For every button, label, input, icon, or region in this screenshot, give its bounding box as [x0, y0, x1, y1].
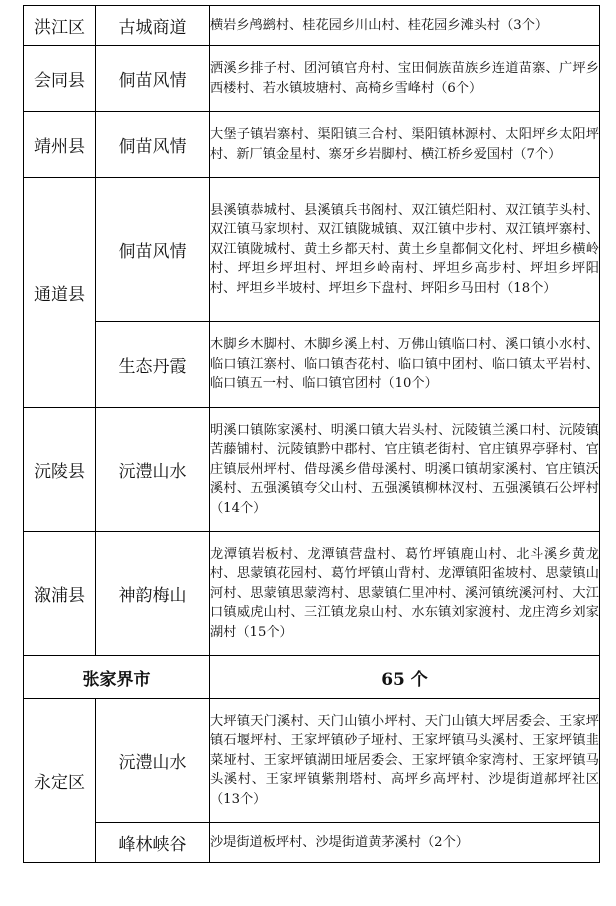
county-cell: 溆浦县 [24, 532, 96, 656]
village-table [23, 5, 600, 863]
theme-cell: 生态丹霞 [96, 322, 210, 408]
theme-cell: 侗苗风情 [96, 178, 210, 322]
table-row [24, 408, 600, 532]
theme-cell: 峰林峡谷 [96, 823, 210, 863]
villages-cell: 龙潭镇岩板村、龙潭镇营盘村、葛竹坪镇鹿山村、北斗溪乡黄龙村、思蒙镇花园村、葛竹坪镇山背村、龙潭镇阳雀坡村、思蒙镇山河村、思蒙镇思蒙湾村、思蒙镇仁里冲村、溪河镇统溪河村、大江口镇威虎山村、三江镇龙泉山村、水东镇刘家渡村、龙庄湾乡刘家湖村（15个） [210, 532, 600, 656]
villages-cell: 沙堤街道板坪村、沙堤街道黄茅溪村（2个） [210, 823, 600, 863]
villages-cell: 大坪镇天门溪村、天门山镇小坪村、天门山镇大坪居委会、王家坪镇石堰坪村、王家坪镇砂子垭村、王家坪镇马头溪村、王家坪镇韭菜垭村、王家坪镇湖田垭居委会、王家坪镇伞家湾村、王家坪镇马头溪村、王家坪镇紫荆塔村、高坪乡高坪村、沙堤街道郝坪社区（13个） [210, 699, 600, 823]
county-cell: 永定区 [24, 699, 96, 863]
table-row [24, 46, 600, 112]
table-row [24, 112, 600, 178]
table-row [24, 532, 600, 656]
table-row [24, 699, 600, 823]
county-cell: 通道县 [24, 178, 96, 408]
villages-cell: 横岩乡鸬鹚村、桂花园乡川山村、桂花园乡滩头村（3个） [210, 6, 600, 46]
county-cell: 会同县 [24, 46, 96, 112]
theme-cell: 侗苗风情 [96, 112, 210, 178]
city-total: 65 个 [210, 656, 600, 699]
table-row [24, 322, 600, 408]
villages-cell: 明溪口镇陈家溪村、明溪口镇大岩头村、沅陵镇兰溪口村、沅陵镇苦藤铺村、沅陵镇黔中郡村、官庄镇老街村、官庄镇界亭驿村、官庄镇辰州坪村、借母溪乡借母溪村、明溪口镇胡家溪村、官庄镇沃溪村、五强溪镇夸父山村、五强溪镇柳林汊村、五强溪镇石公坪村（14个） [210, 408, 600, 532]
theme-cell: 神韵梅山 [96, 532, 210, 656]
villages-cell: 大堡子镇岩寨村、渠阳镇三合村、渠阳镇林源村、太阳坪乡太阳坪村、新厂镇金星村、寨牙乡岩脚村、横江桥乡爱国村（7个） [210, 112, 600, 178]
table-row [24, 178, 600, 322]
city-name: 张家界市 [24, 656, 210, 699]
city-row [24, 656, 600, 699]
villages-cell: 县溪镇恭城村、县溪镇兵书阁村、双江镇烂阳村、双江镇芋头村、双江镇马家坝村、双江镇陇城镇、双江镇中步村、双江镇坪寨村、双江镇陇城村、黄土乡都天村、黄土乡皇都侗文化村、坪坦乡横岭村、坪坦乡坪坦村、坪坦乡岭南村、坪坦乡高步村、坪坦乡坪阳村、坪坦乡半坡村、坪坦乡下盘村、坪阳乡马田村（18个） [210, 178, 600, 322]
theme-cell: 侗苗风情 [96, 46, 210, 112]
table-row [24, 6, 600, 46]
table-row [24, 823, 600, 863]
theme-cell: 沅澧山水 [96, 699, 210, 823]
theme-cell: 沅澧山水 [96, 408, 210, 532]
county-cell: 洪江区 [24, 6, 96, 46]
villages-cell: 洒溪乡排子村、团河镇官舟村、宝田侗族苗族乡连道苗寨、广坪乡西楼村、若水镇坡塘村、高椅乡雪峰村（6个） [210, 46, 600, 112]
county-cell: 沅陵县 [24, 408, 96, 532]
county-cell: 靖州县 [24, 112, 96, 178]
theme-cell: 古城商道 [96, 6, 210, 46]
villages-cell: 木脚乡木脚村、木脚乡溪上村、万佛山镇临口村、溪口镇小水村、临口镇江寨村、临口镇杏花村、临口镇中团村、临口镇太平岩村、临口镇五一村、临口镇官团村（10个） [210, 322, 600, 408]
